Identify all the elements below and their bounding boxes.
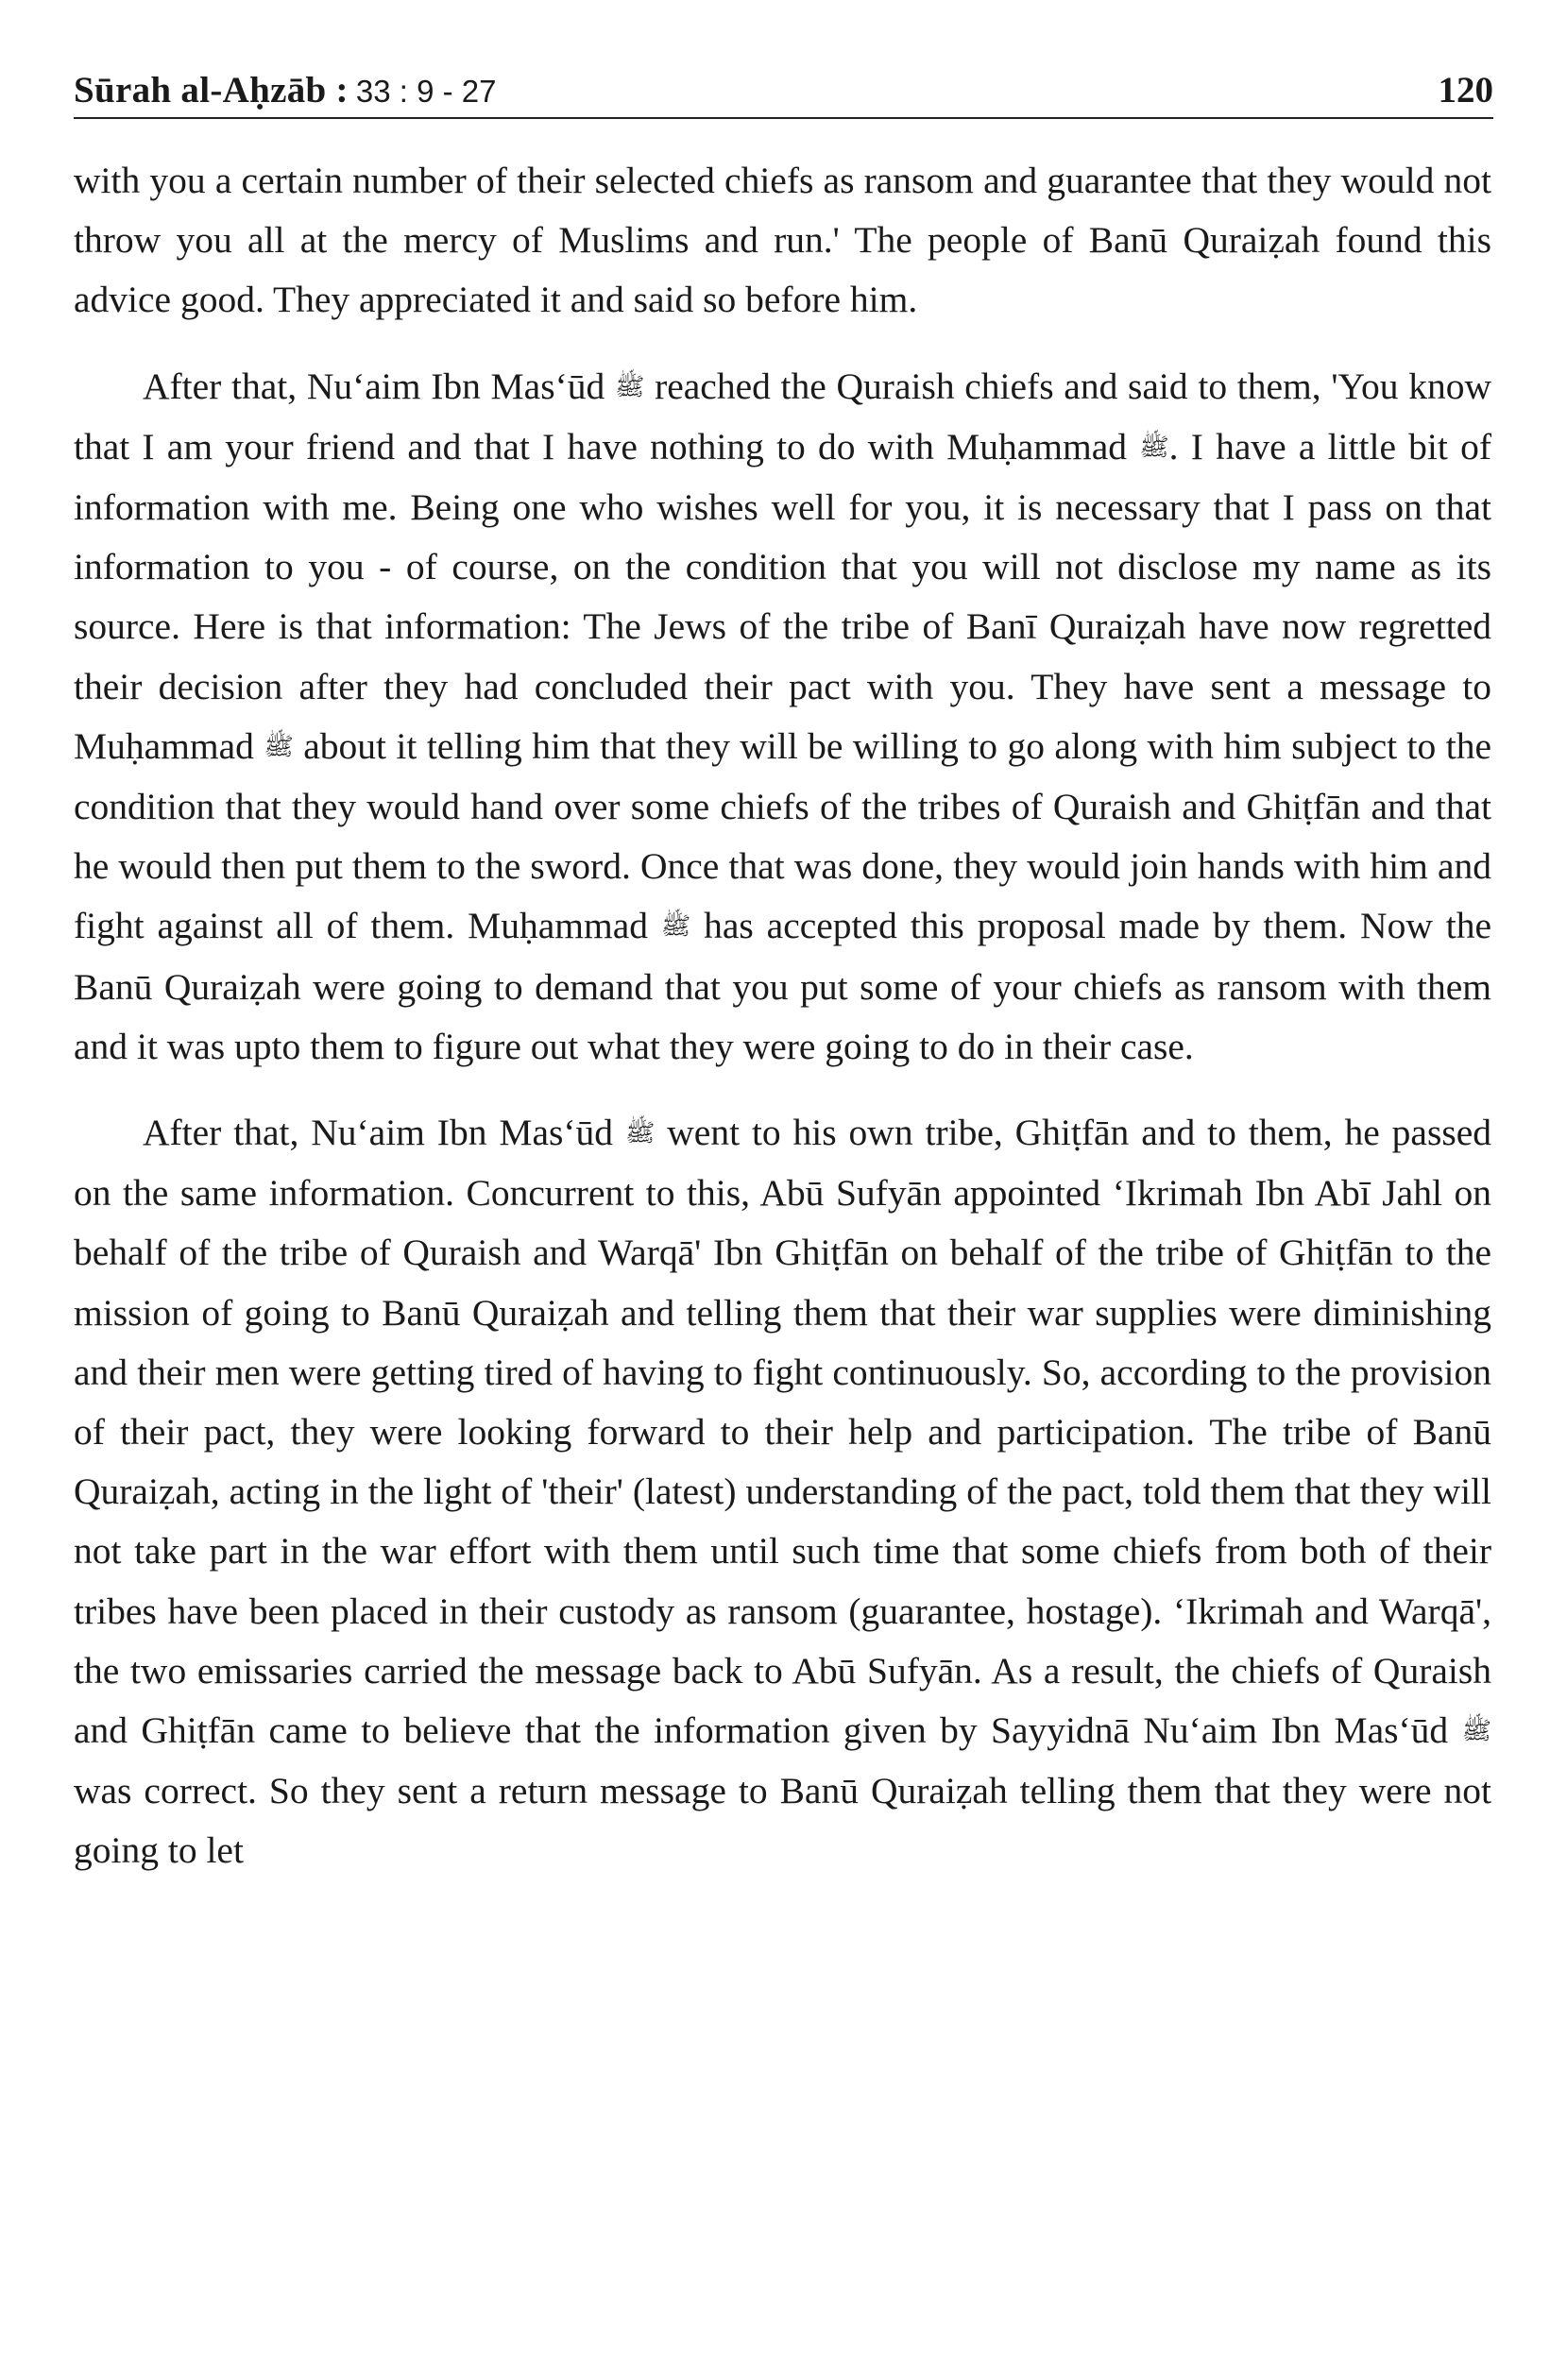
radiyallahu-anhu-honorific-icon: ﷺ [614,372,645,401]
paragraph-2 [74,357,1491,1077]
radiyallahu-anhu-honorific-icon: ﷺ [624,1119,656,1148]
body-text [74,151,1491,1881]
sallallahu-alaihi-wasallam-honorific-icon: ﷺ [660,912,691,942]
paragraph-text-segment: has accepted this proposal made by them. Now the Banū Quraiẓah were going to demand that you put some of your chiefs as ransom with them and it was upto them to figure out what they were going to do in their case. [74,905,1491,1067]
paragraph-text-segment: After that, Nu‘aim Ibn Mas‘ūd [143,365,615,407]
paragraph-text-segment: was correct. So they sent a return message to Banū Quraiẓah telling them that they were not going to let [74,1770,1491,1872]
header-rule [74,117,1493,119]
verse-reference: 33 : 9 - 27 [355,74,497,109]
paragraph-text-segment: reached the Quraish chiefs and said to them, 'You know that I am your friend and that I have nothing to do with Muḥammad [74,365,1491,468]
surah-title: Sūrah al-Aḥzāb : [74,70,349,110]
paragraph-1 [74,151,1491,331]
paragraph-text-segment: . I have a little bit of information with me. Being one who wishes well for you, it is necessary that I pass on that information to you - of course, on the condition that you will not disclose my name as its source. Here is that information: The Jews of the tribe of Banī Quraiẓah have now regretted their decision after they had concluded their pact with you. They have sent a message to Muḥammad [74,425,1491,767]
paragraph-3 [74,1103,1491,1881]
paragraph-text-segment: went to his own tribe, Ghiṭfān and to them, he passed on the same information. Concurrent to this, Abū Sufyān appointed ‘Ikrimah Ibn Abī Jahl on behalf of the tribe of Quraish and Warqā' Ibn Ghiṭfān on behalf of the tribe of Ghiṭfān to the mission of going to Banū Quraiẓah and telling them that their war supplies were diminishing and their men were getting tired of having to fight continuously. So, according to the provision of their pact, they were looking forward to their help and participation. The tribe of Banū Quraiẓah, acting in the light of 'their' (latest) understanding of the pact, told them that they will not take part in the war effort with them until such time that some chiefs from both of their tribes have been placed in their custody as ransom (guarantee, hostage). ‘Ikrimah and Warqā', the two emissaries carried the message back to Abū Sufyān. As a result, the chiefs of Quraish and Ghiṭfān came to believe that the information given by Sayyidnā Nu‘aim Ibn Mas‘ūd [74,1112,1491,1752]
paragraph-text-segment: After that, Nu‘aim Ibn Mas‘ūd [143,1112,625,1154]
paragraph-text-segment: about it telling him that they will be willing to go along with him subject to the condition that they would hand over some chiefs of the tribes of Quraish and Ghiṭfān and that he would then put them to the sword. Once that was done, they would join hands with him and fight against all of them. Muḥammad [74,724,1491,947]
running-head-left [74,69,496,111]
running-head [74,55,1493,111]
sallallahu-alaihi-wasallam-honorific-icon: ﷺ [1139,433,1169,462]
page-number: 120 [1438,70,1493,110]
sallallahu-alaihi-wasallam-honorific-icon: ﷺ [264,732,294,761]
radiyallahu-anhu-honorific-icon: ﷺ [1461,1717,1491,1746]
paragraph-text-segment: with you a certain number of their selected chiefs as ransom and guarantee that they would not throw you all at the mercy of Muslims and run.' The people of Banū Quraiẓah found this advice good. They appreciated it and said so before him. [74,160,1491,321]
